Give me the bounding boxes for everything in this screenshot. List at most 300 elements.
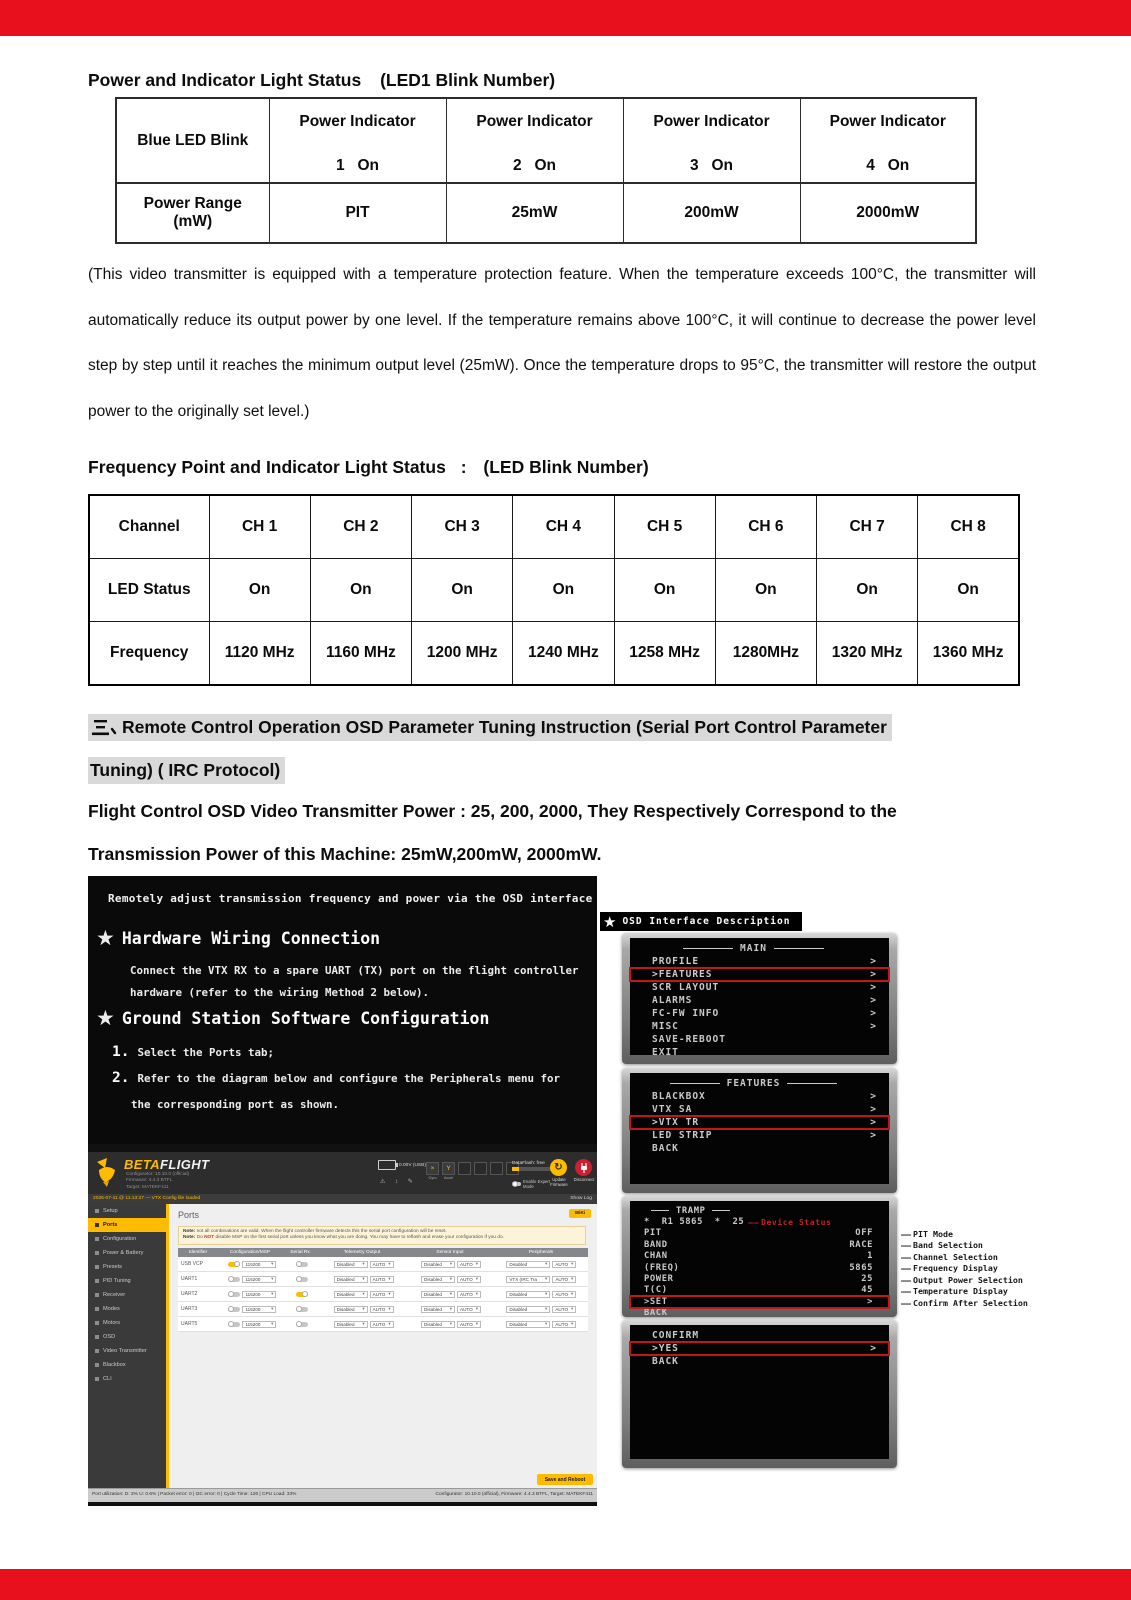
note-label: Note:	[183, 1235, 196, 1241]
frequency-heading-colon: :	[460, 457, 467, 477]
osd-interface-description-text: OSD Interface Description	[622, 916, 791, 927]
sidebar-label: Setup	[103, 1208, 118, 1214]
telemetry-select[interactable]: Disabled ▾	[334, 1306, 368, 1313]
step-2-number: 2.	[112, 1070, 130, 1086]
table-cell: 1240 MHz	[513, 622, 614, 686]
menu-item-alarms[interactable]	[630, 994, 889, 1007]
sidebar-item-video-transmitter[interactable]	[88, 1344, 166, 1358]
frequency-heading-text: Frequency Point and Indicator Light Status	[88, 457, 446, 477]
star-icon: ★	[603, 912, 617, 931]
features-menu-title	[630, 1077, 889, 1090]
divider	[670, 1083, 720, 1084]
menu-item-label: >FEATURES	[652, 969, 713, 980]
sensor-baud-select[interactable]: AUTO ▾	[457, 1321, 481, 1328]
mag-icon	[458, 1162, 471, 1175]
menu-item-label: SCR LAYOUT	[652, 982, 720, 993]
tramp-item-power[interactable]	[630, 1273, 889, 1284]
confirm-item-back[interactable]	[630, 1355, 889, 1368]
col-configuration-msp: Configuration/MSP	[229, 1250, 271, 1255]
menu-item-save-reboot[interactable]	[630, 1033, 889, 1046]
main-menu-title	[630, 942, 889, 955]
menu-item-blackbox[interactable]	[630, 1090, 889, 1103]
telemetry-select[interactable]: Disabled ▾	[334, 1261, 368, 1268]
expert-mode-toggle[interactable]	[512, 1182, 521, 1187]
configuration-icon	[95, 1237, 99, 1241]
port-identifier: UART1	[181, 1276, 198, 1282]
col-identifier: Identifier	[188, 1250, 208, 1255]
menu-item-back[interactable]	[630, 1142, 889, 1155]
logo-flight: FLIGHT	[160, 1157, 210, 1172]
table-cell: CH 3	[412, 495, 513, 559]
chevron-right-icon: >	[870, 1343, 877, 1354]
sensor-baud-select[interactable]: AUTO ▾	[457, 1291, 481, 1298]
temperature-note-paragraph: (This video transmitter is equipped with a temperature protection feature. When the temperature exceeds 100°C, the transmitter will automatically reduce its output power by one level. If the temperature remains above 100°C, it will continue to decrease the power level step by step until it reaches the minimum output level (25mW). Once the temperature drops to 95°C, the transmitter will restore the output power to the originally set level.)	[88, 266, 1036, 420]
peripherals-select[interactable]: Disabled ▾	[506, 1306, 550, 1313]
table-cell: LED Status	[89, 559, 209, 622]
guide-intro-text: Remotely adjust transmission frequency and power via the OSD interface	[108, 892, 593, 905]
sidebar-item-pid-tuning[interactable]	[88, 1274, 166, 1288]
port-row-uart3	[178, 1302, 588, 1317]
col-telemetry-output: Telemetry Output	[343, 1250, 381, 1255]
accel-icon: Y	[442, 1162, 455, 1175]
pid-tuning-icon	[95, 1279, 99, 1283]
telemetry-select[interactable]: Disabled ▾	[334, 1276, 368, 1283]
power-status-heading-paren: (LED1 Blink Number)	[380, 70, 556, 90]
sidebar-item-setup[interactable]	[88, 1204, 166, 1218]
sidebar-label: Configuration	[103, 1236, 137, 1242]
table-cell: 1280MHz	[715, 622, 816, 686]
col-serial-rx: Serial Rx	[290, 1250, 310, 1255]
cli-icon	[95, 1377, 99, 1381]
star-icon: ★	[96, 1006, 115, 1030]
menu-item-value: 5865	[849, 1262, 873, 1273]
chevron-right-icon: >	[870, 956, 877, 967]
table-cell: 1160 MHz	[310, 622, 411, 686]
menu-item-features-selected[interactable]	[630, 968, 889, 981]
msp-toggle[interactable]	[228, 1307, 240, 1312]
sidebar-label: Video Transmitter	[103, 1348, 147, 1354]
peripherals-baud-select[interactable]: AUTO ▾	[552, 1306, 576, 1313]
menu-item-vtx-tr-selected[interactable]	[630, 1116, 889, 1129]
annotation-pit-mode: —— PIT Mode	[901, 1229, 953, 1239]
annotation-output-power-selection: —— Output Power Selection	[901, 1275, 1023, 1285]
step-2	[112, 1070, 560, 1086]
hardware-wiring-heading	[96, 928, 380, 948]
table-cell: On	[513, 559, 614, 622]
remote-section-heading-line1	[88, 714, 892, 742]
osd-monitor-features	[622, 1068, 897, 1193]
menu-item-label: BLACKBOX	[652, 1091, 706, 1102]
table-cell: On	[412, 559, 513, 622]
wiring-body-line2: hardware (refer to the wiring Method 2 below).	[130, 986, 430, 999]
serial-rx-toggle[interactable]	[296, 1277, 308, 1282]
sensor-select[interactable]: Disabled ▾	[421, 1276, 455, 1283]
table-cell: Frequency	[89, 622, 209, 686]
serial-rx-toggle[interactable]	[296, 1292, 308, 1297]
step-1-number: 1.	[112, 1044, 130, 1060]
menu-item-label: BACK	[652, 1356, 679, 1367]
chevron-right-icon: >	[870, 1091, 877, 1102]
bottom-red-bar	[0, 1569, 1131, 1600]
disconnect-button[interactable]	[575, 1159, 592, 1176]
blackbox-icon	[95, 1363, 99, 1367]
divider	[651, 1210, 669, 1211]
osd-screen-features	[630, 1073, 889, 1184]
ports-page-title: Ports	[178, 1210, 200, 1220]
cell-text: 4 On	[866, 156, 910, 174]
cell-text: 1 On	[335, 156, 380, 174]
menu-item-label: EXIT	[652, 1047, 679, 1058]
divider	[712, 1210, 730, 1211]
peripherals-baud-select[interactable]: AUTO ▾	[552, 1261, 576, 1268]
menu-title-text: MAIN	[740, 943, 767, 954]
cell-text: Power Range	[143, 195, 242, 212]
menu-item-label: BAND	[644, 1239, 668, 1250]
osd-monitor-main	[622, 933, 897, 1064]
note-text: not all combinations are valid. When the flight controller firmware detects this the serial port configuration will be reset.	[195, 1229, 447, 1234]
sensor-select[interactable]: Disabled ▾	[421, 1261, 455, 1268]
menu-item-exit[interactable]	[630, 1046, 889, 1059]
accel-label: Accel	[443, 1176, 454, 1180]
table-cell: On	[614, 559, 715, 622]
betaflight-logo-text	[124, 1157, 209, 1172]
gyro-icon: ×	[426, 1162, 439, 1175]
menu-item-profile[interactable]	[630, 955, 889, 968]
table-cell: 25mW	[446, 183, 623, 243]
osd-guide-panel	[88, 876, 597, 1506]
battery-icon	[378, 1160, 396, 1170]
cell-text: Power Indicator	[299, 112, 416, 130]
status-message: 2025-07-11 @ 11:13:27 — VTX Config file loaded	[93, 1196, 201, 1201]
sidebar-label: Receiver	[103, 1292, 126, 1298]
step-1-text: Select the Ports tab;	[137, 1046, 274, 1059]
osd-power-bold-line2: Transmission Power of this Machine: 25mW,200mW, 2000mW.	[88, 844, 602, 864]
show-log-button[interactable]: Show Log	[570, 1196, 592, 1201]
sensor-select[interactable]: Disabled ▾	[421, 1306, 455, 1313]
chevron-right-icon: >	[870, 969, 877, 980]
menu-item-label: ALARMS	[652, 995, 693, 1006]
modes-icon	[95, 1307, 99, 1311]
telemetry-baud-select[interactable]: AUTO ▾	[370, 1261, 394, 1268]
chevron-right-icon: >	[867, 1296, 873, 1307]
sidebar-label: Presets	[103, 1264, 122, 1270]
table-cell: 1120 MHz	[209, 622, 310, 686]
port-row-uart5	[178, 1317, 588, 1332]
sidebar-item-motors[interactable]	[88, 1316, 166, 1330]
confirm-item-yes-selected[interactable]	[630, 1342, 889, 1355]
menu-item-label: T(C)	[644, 1285, 668, 1296]
video-transmitter-icon	[95, 1349, 99, 1353]
ports-table	[178, 1248, 588, 1332]
firmware-version: Firmware: 4.4.3 BTFL	[126, 1178, 173, 1184]
device-status-annotation: —— Device Status	[748, 1218, 831, 1227]
peripherals-baud-select[interactable]: AUTO ▾	[552, 1291, 576, 1298]
annotation-frequency-display: —— Frequency Display	[901, 1263, 998, 1273]
remote-section-heading-line2	[88, 757, 285, 784]
peripherals-baud-select[interactable]: AUTO ▾	[552, 1276, 576, 1283]
msp-toggle[interactable]	[228, 1292, 240, 1297]
receiver-icon	[95, 1293, 99, 1297]
tramp-item-temperature	[630, 1285, 889, 1296]
menu-item-led-strip[interactable]	[630, 1129, 889, 1142]
port-row-usb-vcp	[178, 1257, 588, 1272]
table-cell	[623, 98, 800, 183]
step-2-text-line2: the corresponding port as shown.	[131, 1098, 340, 1111]
sidebar-item-power-battery[interactable]	[88, 1246, 166, 1260]
table-cell: On	[715, 559, 816, 622]
table-cell: On	[817, 559, 918, 622]
cell-text: (mW)	[173, 213, 213, 230]
betaflight-version-lines	[126, 1172, 189, 1191]
ports-icon	[95, 1223, 99, 1227]
sidebar-item-ports[interactable]	[88, 1218, 166, 1232]
table-cell	[446, 98, 623, 183]
header-small-icons: ⚠ ↕ ✎	[380, 1179, 417, 1185]
expert-mode-label: Enable Expert Mode	[523, 1179, 550, 1189]
sidebar-label: CLI	[103, 1376, 112, 1382]
betaflight-bottombar	[88, 1488, 597, 1502]
sidebar-item-blackbox[interactable]	[88, 1358, 166, 1372]
sidebar-label: OSD	[103, 1334, 116, 1340]
menu-title-text: FEATURES	[726, 1078, 781, 1089]
telemetry-select[interactable]: Disabled ▾	[334, 1291, 368, 1298]
table-cell: Blue LED Blink	[116, 98, 269, 183]
port-identifier: USB VCP	[181, 1261, 203, 1267]
osd-monitor-confirm	[622, 1320, 897, 1468]
table-cell: 1258 MHz	[614, 622, 715, 686]
serial-rx-toggle[interactable]	[296, 1307, 308, 1312]
top-red-bar	[0, 0, 1131, 36]
cell-text: Power Indicator	[829, 112, 946, 130]
save-and-reboot-button[interactable]: Save and Reboot	[537, 1474, 593, 1485]
divider	[774, 948, 824, 949]
menu-title-text: TRAMP	[676, 1205, 706, 1216]
sidebar-item-osd[interactable]	[88, 1330, 166, 1344]
msp-baud-select[interactable]: 115200 ▾	[242, 1276, 276, 1283]
table-cell: 2000mW	[800, 183, 976, 243]
chevron-right-icon: >	[870, 1008, 877, 1019]
sidebar-item-configuration[interactable]	[88, 1232, 166, 1246]
tramp-item-freq	[630, 1262, 889, 1273]
power-battery-icon	[95, 1251, 99, 1255]
remote-heading-text: Remote Control Operation OSD Parameter Tuning Instruction (Serial Port Control Parameter	[122, 717, 887, 737]
msp-baud-select[interactable]: 115200 ▾	[242, 1261, 276, 1268]
configurator-version-status: Configurator: 10.10.0 (official), Firmware: 4.4.3 BTFL, Target: MATEKF411	[435, 1492, 593, 1497]
frequency-heading-paren: (LED Blink Number)	[483, 457, 649, 477]
menu-item-misc[interactable]	[630, 1020, 889, 1033]
msp-toggle[interactable]	[228, 1322, 240, 1327]
telemetry-baud-select[interactable]: AUTO ▾	[370, 1321, 394, 1328]
sidebar-label: Blackbox	[103, 1362, 126, 1368]
port-utilization-status: Port utilization: D: 3% U: 0.6% | Packet error: 0 | I2C error: 0 | Cycle Time: 126 | CPU Load: 33%	[92, 1492, 297, 1497]
divider	[683, 948, 733, 949]
table-cell	[269, 98, 446, 183]
chevron-right-icon: >	[870, 1021, 877, 1032]
sidebar-label: PID Tuning	[103, 1278, 131, 1284]
gyro-label: Gyro	[428, 1176, 437, 1180]
chevron-right-icon: >	[870, 982, 877, 993]
betaflight-bee-logo	[93, 1156, 121, 1188]
note-text: Do	[195, 1235, 205, 1241]
cell-text: Power Indicator	[653, 112, 770, 130]
serial-rx-toggle[interactable]	[296, 1322, 308, 1327]
table-cell: CH 7	[817, 495, 918, 559]
sidebar-item-presets[interactable]	[88, 1260, 166, 1274]
tramp-menu-title	[630, 1205, 889, 1216]
menu-item-label: CHAN	[644, 1251, 668, 1262]
osd-screen-main	[630, 938, 889, 1058]
step-2-text-line1: Refer to the diagram below and configure the Peripherals menu for	[137, 1072, 560, 1085]
menu-item-label: PIT	[644, 1228, 662, 1239]
divider	[787, 1083, 837, 1084]
menu-item-label: PROFILE	[652, 956, 700, 967]
table-cell: CH 2	[310, 495, 411, 559]
note-text: disable MSP on the first serial port unless you know what you are doing. You may have to reflash and erase your configuration if you do.	[214, 1235, 504, 1241]
sidebar-item-receiver[interactable]	[88, 1288, 166, 1302]
menu-item-label: >YES	[652, 1343, 679, 1354]
menu-item-label: BACK	[652, 1143, 679, 1154]
tramp-item-set-selected[interactable]	[630, 1296, 889, 1307]
frequency-table	[88, 494, 1020, 686]
telemetry-baud-select[interactable]: AUTO ▾	[370, 1276, 394, 1283]
sensor-baud-select[interactable]: AUTO ▾	[457, 1306, 481, 1313]
menu-item-label: >VTX TR	[652, 1117, 700, 1128]
telemetry-select[interactable]: Disabled ▾	[334, 1321, 368, 1328]
tramp-item-pit[interactable]	[630, 1228, 889, 1239]
wiki-button[interactable]: WiKi	[569, 1209, 591, 1218]
telemetry-baud-select[interactable]: AUTO ▾	[370, 1291, 394, 1298]
table-cell	[116, 183, 269, 243]
menu-item-scr-layout[interactable]	[630, 981, 889, 994]
peripherals-select[interactable]: Disabled ▾	[506, 1321, 550, 1328]
sensor-baud-select[interactable]: AUTO ▾	[457, 1261, 481, 1268]
msp-baud-select[interactable]: 115200 ▾	[242, 1306, 276, 1313]
menu-item-value: RACE	[849, 1239, 873, 1250]
menu-item-value: OFF	[855, 1228, 873, 1239]
osd-interface-description-tag	[600, 912, 802, 931]
menu-item-value: 1	[867, 1251, 873, 1262]
hardware-wiring-text: Hardware Wiring Connection	[121, 928, 381, 948]
msp-baud-select[interactable]: 115200 ▾	[242, 1321, 276, 1328]
table-cell: CH 6	[715, 495, 816, 559]
port-row-uart2	[178, 1287, 588, 1302]
power-status-heading-text: Power and Indicator Light Status	[88, 70, 362, 90]
update-icon: ↻	[554, 1162, 563, 1173]
serial-rx-toggle[interactable]	[296, 1262, 308, 1267]
motors-icon	[95, 1321, 99, 1325]
betaflight-header	[88, 1152, 597, 1194]
peripherals-select[interactable]: Disabled ▾	[506, 1291, 550, 1298]
annotation-channel-selection: —— Channel Selection	[901, 1252, 998, 1262]
menu-item-label: VTX SA	[652, 1104, 693, 1115]
chevron-right-icon: >	[870, 1117, 877, 1128]
ports-notes-box	[178, 1226, 586, 1245]
osd-monitor-tramp	[622, 1196, 897, 1317]
ports-table-header	[178, 1248, 588, 1257]
chevron-right-icon: >	[870, 1104, 877, 1115]
sensor-select[interactable]: Disabled ▾	[421, 1291, 455, 1298]
table-cell: CH 4	[513, 495, 614, 559]
sidebar-item-modes[interactable]	[88, 1302, 166, 1316]
port-row-uart1	[178, 1272, 588, 1287]
power-status-heading	[88, 70, 555, 91]
annotation-band-selection: —— Band Selection	[901, 1240, 983, 1250]
ports-page	[169, 1204, 597, 1488]
setup-icon	[95, 1209, 99, 1213]
battery-voltage: 0.00V (USB)	[399, 1162, 426, 1168]
table-cell	[800, 98, 976, 183]
menu-item-label: LED STRIP	[652, 1130, 713, 1141]
peripherals-select[interactable]: Disabled ▾	[506, 1261, 550, 1268]
tramp-item-band[interactable]	[630, 1239, 889, 1250]
sidebar-label: Ports	[103, 1222, 118, 1228]
dataflash-label: DataFlash: free	[512, 1161, 545, 1166]
msp-baud-select[interactable]: 115200 ▾	[242, 1291, 276, 1298]
usb-plug-icon	[580, 1163, 588, 1173]
chevron-right-icon: >	[870, 995, 877, 1006]
peripherals-baud-select[interactable]: AUTO ▾	[552, 1321, 576, 1328]
col-sensor-input: Sensor Input	[436, 1250, 464, 1255]
table-cell: On	[310, 559, 411, 622]
sensor-select[interactable]: Disabled ▾	[421, 1321, 455, 1328]
tramp-item-back[interactable]	[630, 1308, 889, 1319]
remote-heading-text2: Tuning) ( IRC Protocol)	[88, 757, 285, 784]
telemetry-baud-select[interactable]: AUTO ▾	[370, 1306, 394, 1313]
tramp-device-status-row	[630, 1216, 889, 1227]
table-cell: 1360 MHz	[918, 622, 1019, 686]
tramp-item-chan[interactable]	[630, 1251, 889, 1262]
sidebar-label: Modes	[103, 1306, 120, 1312]
table-cell: CH 5	[614, 495, 715, 559]
menu-item-label: BACK	[644, 1308, 668, 1319]
osd-icon	[95, 1335, 99, 1339]
cell-text: 2 On	[512, 156, 557, 174]
step-1	[112, 1044, 274, 1060]
note-not-emphasis: NOT	[204, 1235, 215, 1241]
update-firmware-label: Update Firmware	[550, 1177, 568, 1187]
sidebar-item-cli[interactable]	[88, 1372, 166, 1386]
betaflight-statusbar	[88, 1194, 597, 1204]
table-cell: On	[918, 559, 1019, 622]
table-cell: On	[209, 559, 310, 622]
msp-toggle[interactable]	[228, 1262, 240, 1267]
frequency-status-heading	[88, 457, 649, 478]
osd-screen-confirm	[630, 1325, 889, 1459]
menu-item-vtx-sa[interactable]	[630, 1103, 889, 1116]
betaflight-sidebar	[88, 1204, 169, 1488]
menu-item-fc-fw-info[interactable]	[630, 1007, 889, 1020]
update-firmware-button[interactable]	[550, 1159, 567, 1176]
wiring-body-line1: Connect the VTX RX to a spare UART (TX) port on the flight controller	[130, 964, 579, 977]
table-cell: 200mW	[623, 183, 800, 243]
battery-indicator	[378, 1160, 426, 1170]
osd-power-bold-line1: Flight Control OSD Video Transmitter Power : 25, 200, 2000, They Respectively Correspond to the	[88, 801, 897, 821]
menu-item-label: POWER	[644, 1274, 674, 1285]
note-line-2	[183, 1235, 581, 1241]
msp-toggle[interactable]	[228, 1277, 240, 1282]
table-cell: 1320 MHz	[817, 622, 918, 686]
note-label: Note:	[183, 1229, 196, 1234]
sensor-baud-select[interactable]: AUTO ▾	[457, 1276, 481, 1283]
table-cell: Channel	[89, 495, 209, 559]
baro-icon	[474, 1162, 487, 1175]
chevron-right-icon: >	[870, 1130, 877, 1141]
peripherals-select-vtx[interactable]: VTX (IRC Tra ▾	[506, 1276, 550, 1283]
sensor-indicators	[426, 1162, 519, 1180]
ground-station-text: Ground Station Software Configuration	[121, 1008, 490, 1028]
table-cell: PIT	[269, 183, 446, 243]
ground-station-heading	[96, 1008, 489, 1028]
